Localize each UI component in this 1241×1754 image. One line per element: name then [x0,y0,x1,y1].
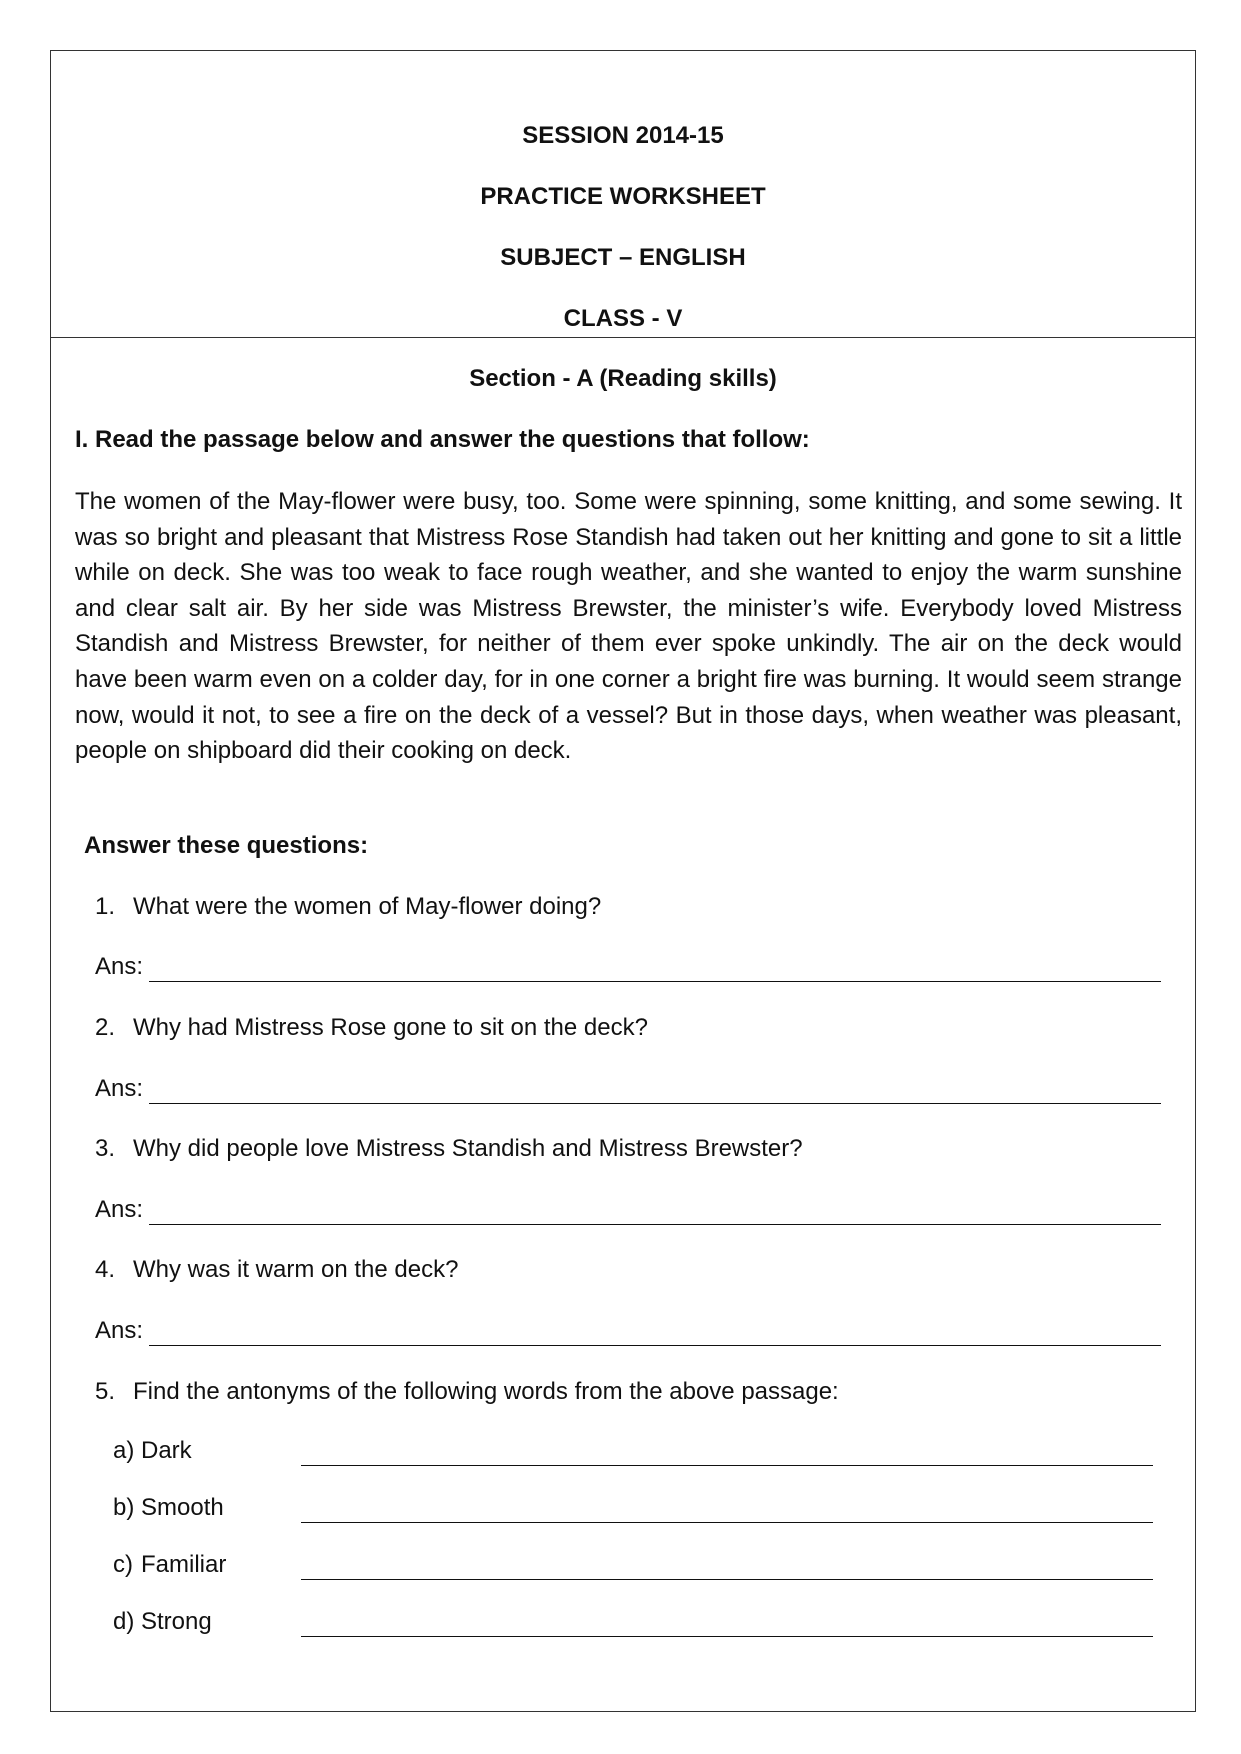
answer-label: Ans: [95,1196,144,1223]
answer-blank[interactable] [149,957,1161,982]
answer-line-1[interactable] [95,952,1161,982]
antonym-word: Familiar [141,1551,227,1578]
instruction-text: I. Read the passage below and answer the questions that follow: [75,426,810,453]
worksheet-title: PRACTICE WORKSHEET [480,183,766,210]
question-4 [95,1255,458,1285]
antonym-row-c[interactable] [113,1550,1153,1580]
antonym-word: Strong [141,1608,212,1635]
antonym-blank[interactable] [301,1498,1153,1523]
question-number: 5. [95,1378,116,1405]
answer-label: Ans: [95,1317,144,1344]
antonym-letter: a) [113,1437,135,1464]
antonym-row-b[interactable] [113,1493,1153,1523]
antonym-word: Dark [141,1437,192,1464]
antonym-row-a[interactable] [113,1436,1153,1466]
antonym-letter: b) [113,1494,135,1521]
class-label: CLASS - V [563,305,683,332]
question-number: 4. [95,1256,116,1283]
antonym-blank[interactable] [301,1555,1153,1580]
question-5 [95,1377,839,1407]
question-number: 2. [95,1014,116,1041]
question-1 [95,892,601,922]
question-text: Find the antonyms of the following words from the above passage: [133,1378,839,1405]
header-divider [51,337,1195,338]
antonym-word: Smooth [141,1494,224,1521]
reading-passage: The women of the May-flower were busy, too. Some were spinning, some knitting, and some sewing. It was so bright and pleasant that Mistress Rose Standish had taken out her knitting and gone to sit a little while on deck. She was too weak to face rough weather, and she wanted to enjoy the warm sunshine and clear salt air. By her side was Mistress Brewster, the minister’s wife. Everybody loved Mistress Standish and Mistress Brewster, for neither of them ever spoke unkindly. The air on the deck would have been warm even on a colder day, for in one corner a bright fire was burning. It would seem strange now, would it not, to see a fire on the deck of a vessel? But in those days, when weather was pleasant, people on shipboard did their cooking on deck. [75,488,1182,765]
antonym-blank[interactable] [301,1612,1153,1637]
answer-blank[interactable] [149,1200,1161,1225]
worksheet-frame [50,50,1196,1712]
question-text: What were the women of May-flower doing? [133,893,602,920]
question-number: 3. [95,1135,116,1162]
session-label: SESSION 2014-15 [522,122,724,149]
question-text: Why had Mistress Rose gone to sit on the deck? [133,1014,648,1041]
answer-blank[interactable] [149,1321,1161,1346]
antonym-letter: c) [113,1551,133,1578]
answer-line-2[interactable] [95,1074,1161,1104]
answer-heading: Answer these questions: [84,832,369,859]
antonym-letter: d) [113,1608,135,1635]
answer-line-3[interactable] [95,1195,1161,1225]
question-text: Why was it warm on the deck? [133,1256,459,1283]
question-2 [95,1013,648,1043]
answer-label: Ans: [95,953,144,980]
antonym-row-d[interactable] [113,1607,1153,1637]
antonym-blank[interactable] [301,1441,1153,1466]
subject-label: SUBJECT – ENGLISH [500,244,746,271]
section-title: Section - A (Reading skills) [469,365,777,392]
answer-label: Ans: [95,1075,144,1102]
answer-line-4[interactable] [95,1316,1161,1346]
question-3 [95,1134,803,1164]
answer-blank[interactable] [149,1079,1161,1104]
question-number: 1. [95,893,116,920]
question-text: Why did people love Mistress Standish and Mistress Brewster? [133,1135,803,1162]
